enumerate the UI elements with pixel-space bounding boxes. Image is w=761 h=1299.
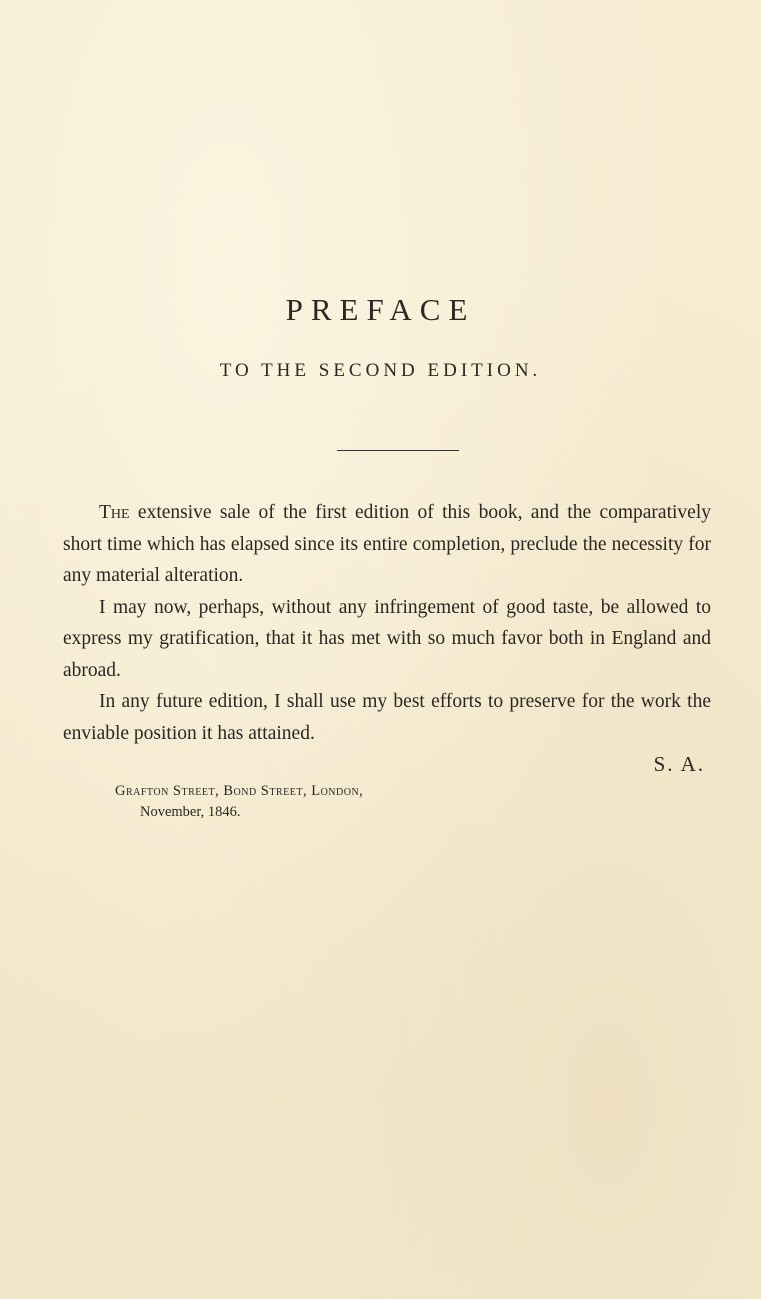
- paragraph-1: [63, 497, 711, 592]
- paragraph-lead: The: [99, 502, 130, 523]
- paragraph-text: In any future edition, I shall use my best efforts to preserve for the work the enviable position it has attained.: [63, 691, 711, 744]
- page-subtitle: TO THE SECOND EDITION.: [219, 360, 542, 381]
- paragraph-3: [63, 686, 711, 749]
- dateline: [115, 781, 363, 823]
- date-line: November, 1846.: [140, 804, 241, 820]
- author-signature: S. A.: [653, 752, 705, 776]
- address-line: Grafton Street, Bond Street, London,: [115, 783, 364, 799]
- page-title: PREFACE: [285, 292, 476, 327]
- title-divider: [337, 450, 459, 451]
- preface-body: [63, 497, 711, 749]
- paragraph-text: extensive sale of the first edition of this book, and the comparatively short time which has elapsed since its entire completion, preclude the necessity for any material alteration.: [63, 502, 711, 586]
- paragraph-text: I may now, perhaps, without any infringement of good taste, be allowed to express my gratification, that it has met with so much favor both in England and abroad.: [63, 596, 711, 681]
- paragraph-2: [63, 592, 711, 687]
